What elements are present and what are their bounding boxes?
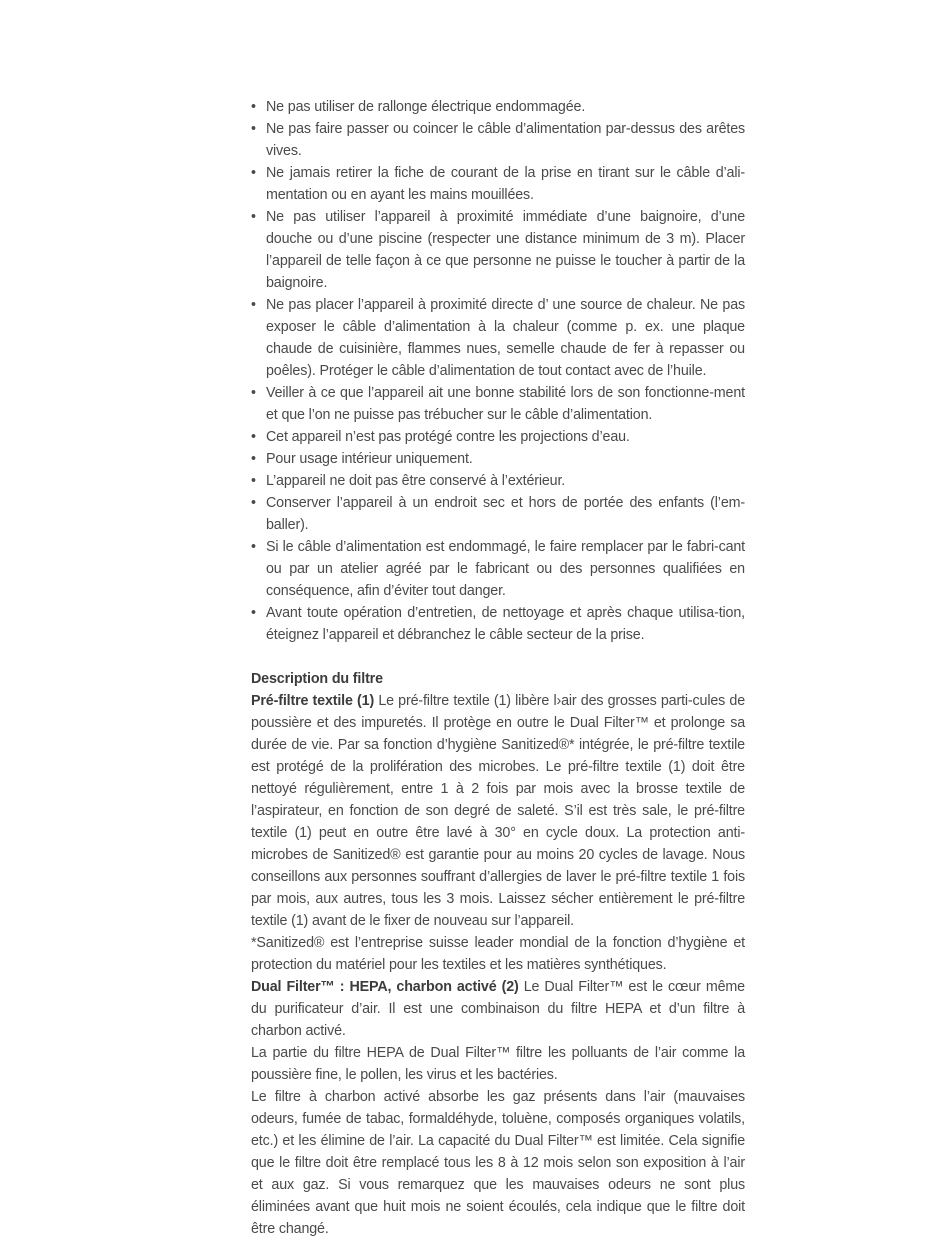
list-item bbox=[251, 118, 745, 162]
prefilter-text: Le pré-filtre textile (1) libère l›air des grosses parti-cules de poussière et des impuretés. Il protège en outre le Dual Filter™ et prolonge sa durée de vie. Par sa fonction d’hygiène Sanitized®* intégrée, le pré-filtre textile est protégé de la prolifération des microbes. Le pré-filtre textile (1) doit être nettoyé régulièrement, entre 1 à 2 fois par mois avec la brosse textile de l’aspirateur, en fonction de son degré de saleté. S’il est très sale, le pré-filtre textile (1) peut en outre être lavé à 30° en cycle doux. La protection anti-microbes de Sanitized® est garantie pour au moins 20 cycles de lavage. Nous conseillons aux personnes souffrant d’allergies de laver le pré-filtre textile 1 fois par mois, aux autres, tous les 3 mois. Laissez sécher entièrement le pré-filtre textile (1) avant de le fixer de nouveau sur l’appareil. bbox=[251, 693, 746, 929]
bullet-icon: • bbox=[251, 451, 256, 467]
dualfilter-text: Le Dual Filter™ est le cœur même du purificateur d’air. Il est une combinaison du filtre HEPA et d’un filtre à charbon activé. bbox=[251, 979, 745, 1039]
list-item bbox=[251, 492, 745, 536]
list-item bbox=[251, 206, 745, 294]
bullet-icon: • bbox=[251, 209, 256, 225]
prefilter-label: Pré-filtre textile (1) bbox=[251, 693, 375, 709]
carbon-paragraph: Le filtre à charbon activé absorbe les gaz présents dans l’air (mauvaises odeurs, fumée de tabac, formaldéhyde, toluène, composés organiques volatils, etc.) et les élimine de l’air. La capacité du Dual Filter™ est limitée. Cela signifie que le filtre doit être remplacé tous les 8 à 12 mois selon son exposition à l’air et aux gaz. Si vous remarquez que les mauvaises odeurs ne sont plus éliminées avant que huit mois ne soient écoulés, cela indique que le filtre doit être changé. bbox=[251, 1089, 745, 1237]
list-item-text: Ne pas utiliser de rallonge électrique endommagée. bbox=[266, 99, 586, 115]
bullet-icon: • bbox=[251, 165, 256, 181]
list-item-text: Si le câble d’alimentation est endommagé, le faire remplacer par le fabri-cant ou par un atelier agréé par le fabricant ou des personnes qualifiées en conséquence, afin d’éviter tout danger. bbox=[266, 539, 745, 599]
bullet-icon: • bbox=[251, 605, 256, 621]
bullet-icon: • bbox=[251, 429, 256, 445]
filter-description-section bbox=[251, 668, 745, 1240]
list-item-text: L’appareil ne doit pas être conservé à l’extérieur. bbox=[266, 473, 566, 489]
bullet-icon: • bbox=[251, 297, 256, 313]
bullet-icon: • bbox=[251, 121, 256, 137]
dualfilter-paragraph bbox=[251, 976, 745, 1042]
hepa-paragraph: La partie du filtre HEPA de Dual Filter™ filtre les polluants de l’air comme la poussière fine, le pollen, les virus et les bactéries. bbox=[251, 1045, 745, 1083]
list-item bbox=[251, 536, 745, 602]
prefilter-paragraph bbox=[251, 690, 745, 932]
dualfilter-label: Dual Filter™ : HEPA, charbon activé (2) bbox=[251, 979, 519, 995]
safety-instructions-list bbox=[251, 96, 745, 646]
bullet-icon: • bbox=[251, 385, 256, 401]
list-item-text: Conserver l’appareil à un endroit sec et hors de portée des enfants (l’em-baller). bbox=[266, 495, 745, 533]
list-item-text: Veiller à ce que l’appareil ait une bonne stabilité lors de son fonctionne-ment et que l’on ne puisse pas trébucher sur le câble d’alimentation. bbox=[266, 385, 745, 423]
list-item bbox=[251, 426, 745, 448]
list-item bbox=[251, 382, 745, 426]
list-item bbox=[251, 162, 745, 206]
list-item bbox=[251, 470, 745, 492]
list-item-text: Avant toute opération d’entretien, de nettoyage et après chaque utilisa-tion, éteignez l’appareil et débranchez le câble secteur de la prise. bbox=[266, 605, 745, 643]
list-item bbox=[251, 294, 745, 382]
bullet-icon: • bbox=[251, 539, 256, 555]
list-item-text: Ne pas faire passer ou coincer le câble d’alimentation par-dessus des arêtes vives. bbox=[266, 121, 745, 159]
text-column bbox=[251, 96, 745, 1240]
bullet-icon: • bbox=[251, 495, 256, 511]
sanitized-footnote: *Sanitized® est l’entreprise suisse leader mondial de la fonction d’hygiène et protection du matériel pour les textiles et les matières synthétiques. bbox=[251, 935, 745, 973]
list-item-text: Ne pas placer l’appareil à proximité directe d’ une source de chaleur. Ne pas exposer le câble d’alimentation à la chaleur (comme p. ex. une plaque chaude de cuisinière, flammes nues, semelle chaude de fer à repasser ou poêles). Protéger le câble d’alimentation de tout contact avec de l’huile. bbox=[266, 297, 745, 379]
section-heading: Description du filtre bbox=[251, 671, 383, 687]
list-item bbox=[251, 602, 745, 646]
list-item-text: Ne jamais retirer la fiche de courant de la prise en tirant sur le câble d’ali-mentation ou en ayant les mains mouillées. bbox=[266, 165, 745, 203]
list-item-text: Pour usage intérieur uniquement. bbox=[266, 451, 473, 467]
list-item-text: Cet appareil n’est pas protégé contre les projections d’eau. bbox=[266, 429, 630, 445]
list-item-text: Ne pas utiliser l’appareil à proximité immédiate d’une baignoire, d’une douche ou d’une piscine (respecter une distance minimum de 3 m). Placer l’appareil de telle façon à ce que personne ne puisse le toucher à partir de la baignoire. bbox=[266, 209, 745, 291]
list-item bbox=[251, 448, 745, 470]
bullet-icon: • bbox=[251, 473, 256, 489]
bullet-icon: • bbox=[251, 99, 256, 115]
list-item bbox=[251, 96, 745, 118]
